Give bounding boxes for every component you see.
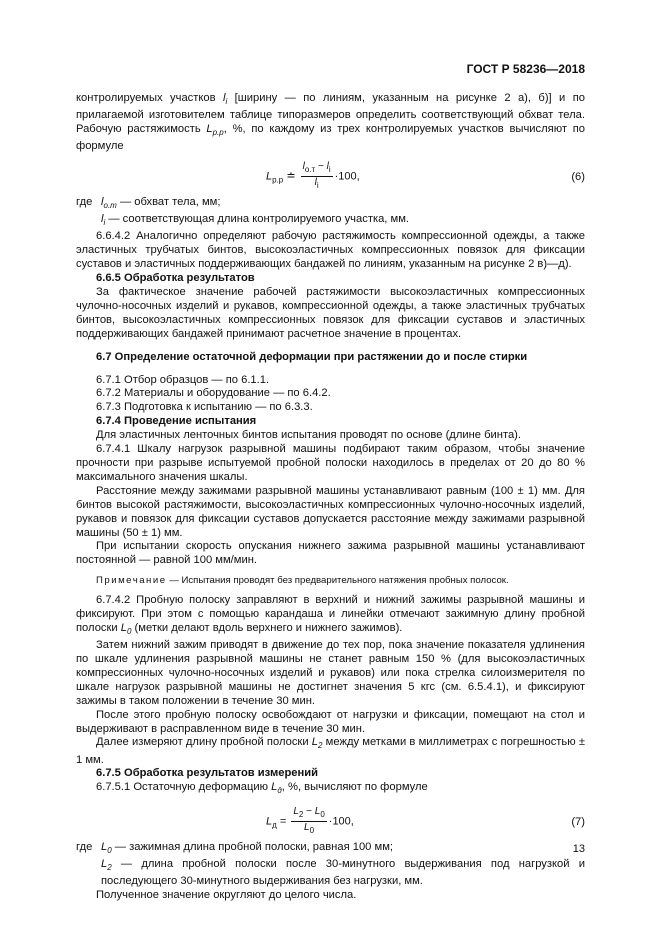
text-run: 6.7.4.2 Пробную полоску заправляют в верхний и нижний зажимы разрывной машины и фиксируют. При этом с помощью карандаша и линейки отмечают зажимную длину пробной полоски xyxy=(76,594,585,634)
paragraph-distance: Расстояние между зажимами разрывной машины устанавливают равным (100 ± 1) мм. Для бинтов высокой растяжимости, высокоэластичных компрессионных чулочно-носочных изделий, рукавов и повязок для фиксации суставов допускается расстояние между зажимами разрывной машины (50 ± 1) мм. xyxy=(76,484,585,539)
paragraph-release: После этого пробную полоску освобождают от нагрузки и фиксации, помещают на стол и выдерживают в расправленном виде в течение 30 мин. xyxy=(76,708,585,735)
where-block-6: где $l_{о.т}$ — обхват тела, мм; $l_i$ — соответствующая длина контролируемого участка, мм. xyxy=(76,196,410,228)
where6-item1: — обхват тела, мм; xyxy=(119,196,221,209)
formula7-minus: − xyxy=(303,805,315,817)
formula7-num-a-sub: 2 xyxy=(298,809,304,819)
text-run: 6.7.5.1 Остаточную деформацию xyxy=(96,781,272,794)
page-number: 13 xyxy=(572,843,585,855)
text-run: контролируемых участков xyxy=(76,92,223,104)
formula7-num-a: L xyxy=(293,805,299,817)
formula6-fraction xyxy=(301,161,333,192)
paragraph-round: Полученное значение округляют до целого числа. xyxy=(96,888,357,901)
formula7-lhs-sub: д xyxy=(272,820,277,830)
paragraph-6-6-5: За фактическое значение рабочей растяжимости высокоэластичных компрессионных чулочно-носочных изделий и рукавов, компрессионной одежды, а также эластичных трубчатых бинтов, высокоэластичных компрессионных повязок для фиксации суставов и эластичных поддерживающих бандажей принимают расчетное значение в процентах. xyxy=(76,286,585,340)
heading-6-7-4: 6.7.4 Проведение испытания xyxy=(96,415,257,428)
text-run: (метки делают вдоль верхнего и нижнего зажимов). xyxy=(131,621,403,634)
formula6-tail: ·100, xyxy=(334,170,360,183)
formula6-eq: ≐ xyxy=(286,170,296,183)
formula6-num-a-sub: о.т xyxy=(304,165,316,175)
formula6-den: l xyxy=(314,177,317,189)
heading-6-7: 6.7 Определение остаточной деформации при растяжении до и после стирки xyxy=(96,350,528,363)
where7-item2: — длина пробной полоски после 30-минутного выдерживания под нагрузкой и последующего 30-минутного выдерживания без нагрузки, мм. xyxy=(101,857,585,887)
formula7-number: (7) xyxy=(571,815,585,828)
paragraph-measure: Далее измеряют длину пробной полоски $L_2$ между метками в миллиметрах с погрешностью ± 1 мм. xyxy=(76,736,585,766)
formula6-num-b: l xyxy=(326,161,329,173)
heading-6-6-5: 6.6.5 Обработка результатов xyxy=(96,272,255,285)
formula7-num-b: L xyxy=(314,805,321,817)
where-label: где xyxy=(76,840,93,853)
formula7-den: L xyxy=(304,821,310,833)
text-run: , %, по каждому из трех контролируемых участков вычисляют по формуле xyxy=(76,123,585,153)
where-label: где xyxy=(76,196,93,209)
formula7-lhs: L xyxy=(266,814,273,827)
text-run: , %, вычисляют по формуле xyxy=(281,781,428,794)
formula-6 xyxy=(76,157,585,193)
formula6-num-a: l xyxy=(302,161,305,173)
paragraph-speed: При испытании скорость опускания нижнего зажима разрывной машины устанавливают постоянной — равной 100 мм/мин. xyxy=(76,540,585,567)
formula7-num-b-sub: 0 xyxy=(320,809,325,819)
note-text: — Испытания проводят без предварительного натяжения пробных полосок. xyxy=(166,575,509,587)
paragraph-6-7-4-1: 6.7.4.1 Шкалу нагрузок разрывной машины подбирают таким образом, чтобы значение прочности при разрыве испытуемой пробной полоски находилось в пределах от 20 до 80 % максимального значения шкалы. xyxy=(76,443,585,483)
formula6-minus: − xyxy=(315,161,327,173)
var-l: $l_i$ xyxy=(222,92,228,107)
heading-6-7-5: 6.7.5 Обработка результатов измерений xyxy=(96,767,319,780)
paragraph-6-7-3: 6.7.3 Подготовка к испытанию — по 6.3.3. xyxy=(96,401,313,414)
formula6-number: (6) xyxy=(571,171,585,184)
formula7-fraction xyxy=(291,806,326,837)
where7-item1: — зажимная длина пробной полоски, равная 100 мм; xyxy=(114,840,393,853)
formula7-tail: ·100, xyxy=(328,814,354,827)
note xyxy=(76,574,585,588)
paragraph-6-7-4: Для эластичных ленточных бинтов испытания проводят по основе (длине бинта). xyxy=(96,429,522,442)
formula6-num-b-sub: i xyxy=(328,165,331,175)
where-block-7: где $L_0$ — зажимная длина пробной полоски, равная 100 мм; $L_2$ — длина пробной полоски после 30-минутного выдерживания под нагрузкой и последующего 30-минутного выдерживания без нагрузки, мм. xyxy=(76,840,585,887)
formula6-lhs: L xyxy=(266,170,273,183)
note-label: Примечание xyxy=(96,575,167,587)
paragraph-6-7-5-1: 6.7.5.1 Остаточную деформацию $L_д$, %, вычисляют по формуле xyxy=(96,781,428,796)
formula6-lhs-sub: р.р xyxy=(272,175,284,185)
paragraph-6-7-4-2: 6.7.4.2 Пробную полоску заправляют в верхний и нижний зажимы разрывной машины и фиксируют. При этом с помощью карандаша и линейки отмечают зажимную длину пробной полоски $L_0$ (метки делают вдоль верхнего и нижнего зажимов). xyxy=(76,594,585,637)
where6-item2: — соответствующая длина контролируемого участка, мм. xyxy=(108,213,410,226)
page-content xyxy=(76,92,585,903)
formula6-den-sub: i xyxy=(316,181,319,191)
paragraph-6-7-1: 6.7.1 Отбор образцов — по 6.1.1. xyxy=(96,373,270,386)
formula-7 xyxy=(76,802,585,838)
paragraph-6-7-2: 6.7.2 Материалы и оборудование — по 6.4.2. xyxy=(96,387,331,400)
paragraph-intro xyxy=(76,92,585,154)
text-run: [ширину — по линиям, указанным на рисунке 2 а), б)] и по прилагаемой изготовителем таблице типоразмеров определить соответствующий обхват тела. Рабочую растяжимость xyxy=(76,92,585,136)
text-run: между метками в миллиметрах с погрешностью ± 1 мм. xyxy=(76,736,585,766)
standard-header: ГОСТ Р 58236—2018 xyxy=(466,62,585,76)
text-run: Далее измеряют длину пробной полоски xyxy=(96,736,312,749)
formula7-eq: = xyxy=(279,814,290,827)
paragraph-lower-clamp: Затем нижний зажим приводят в движение до тех пор, пока значение показателя удлинения по шкале удлинения разрывной машины не станет равным 150 % (для высокоэластичных компрессионных чулочно-носочных изделий и рукавов) или пока стрелка силоизмерителя по шкале нагрузок разрывной машины не достигнет значения 5 кгс (см. 6.5.4.1), и фиксируют зажимы в таком положении в течение 30 мин. xyxy=(76,639,585,707)
var-lrr: $L_{р.р}$ xyxy=(206,123,224,138)
formula7-den-sub: 0 xyxy=(309,825,315,835)
paragraph-6-6-4-2: 6.6.4.2 Аналогично определяют рабочую растяжимость компрессионной одежды, а также эластичных трубчатых бинтов, высокоэластичных компрессионных повязок для фиксации суставов и эластичных поддерживающих бандажей по линиям, указанным на рисунке 2 в)—д). xyxy=(76,230,585,271)
